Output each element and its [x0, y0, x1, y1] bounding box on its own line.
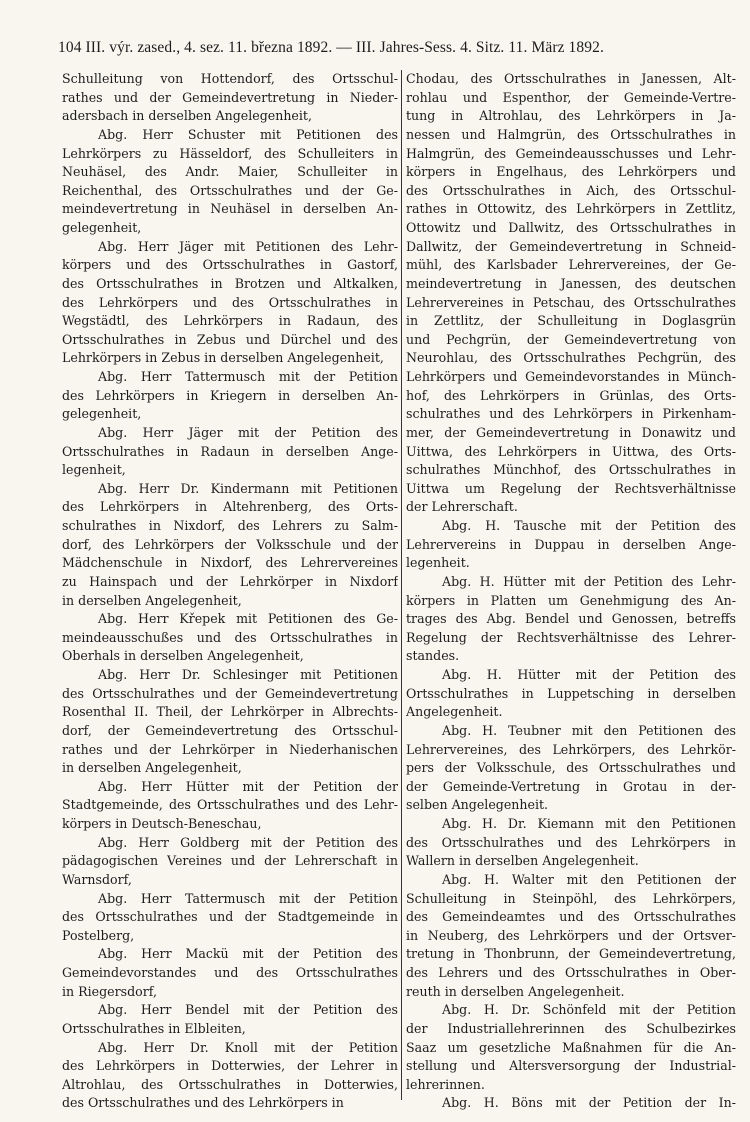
- text-line: in derselben Angelegenheit,: [62, 760, 242, 776]
- text-line: Lehrkörpers in Zebus in derselben Angelegenheit,: [62, 350, 384, 366]
- text-line: Abg. H. Hütter mit der Petition des Lehr-: [442, 573, 736, 589]
- text-line: meindevertretung in Neuhäsel in derselben An-: [62, 201, 398, 217]
- text-line: Abg. Herr Schuster mit Petitionen des: [98, 126, 398, 142]
- text-line: des Gemeindeamtes und des Ortsschulrathes: [406, 909, 736, 925]
- text-line: Reichenthal, des Ortsschulrathes und der Ge-: [62, 182, 398, 198]
- text-line: zu Hainspach und der Lehrkörper in Nixdorf: [62, 573, 398, 589]
- text-line: rathes und der Gemeindevertretung in Nieder-: [62, 89, 398, 105]
- text-line: lehrerinnen.: [406, 1076, 485, 1092]
- page-header-text: 104 III. výr. zased., 4. sez. 11. března 1892. — III. Jahres-Sess. 4. Sitz. 11. März 1892.: [58, 39, 604, 56]
- text-line: Warnsdorf,: [62, 871, 132, 887]
- text-line: Abg. Herr Křepek mit Petitionen des Ge-: [98, 611, 398, 627]
- left-column: [62, 70, 398, 1113]
- text-line: selben Angelegenheit.: [406, 797, 549, 813]
- text-line: Postelberg,: [62, 927, 135, 943]
- text-line: des Ortsschulrathes und der Stadtgemeinde in: [62, 909, 398, 925]
- text-line: pers der Volksschule, des Ortsschulrathes und: [406, 760, 736, 776]
- text-line: des Lehrkörpers und des Ortsschulrathes in: [62, 294, 398, 310]
- text-line: Wegstädtl, des Lehrkörpers in Radaun, des: [62, 313, 398, 329]
- text-line: Lehrervereines in Petschau, des Ortsschulrathes: [406, 294, 736, 310]
- text-line: Regelung der Rechtsverhältnisse des Lehrer-: [406, 629, 736, 645]
- text-line: rathes und der Lehrkörper in Niederhanischen: [62, 741, 398, 757]
- text-line: Abg. Herr Tattermusch mit der Petition: [98, 369, 398, 384]
- text-line: nessen und Halmgrün, des Ortsschulrathes in: [406, 126, 736, 142]
- text-line: hof, des Lehrkörpers in Grünlas, des Orts-: [406, 387, 736, 403]
- text-line: schulrathes in Nixdorf, des Lehrers zu Salm-: [62, 518, 398, 533]
- text-line: Mädchenschule in Nixdorf, des Lehrervereines: [62, 555, 398, 571]
- text-line: pädagogischen Vereines und der Lehrerschaft in: [62, 853, 398, 869]
- text-line: Angelegenheit.: [406, 704, 503, 720]
- text-line: Abg. H. Hütter mit der Petition des: [442, 667, 736, 682]
- text-line: des Ortsschulrathes und des Lehrkörpers in: [406, 834, 736, 850]
- text-line: des Ortsschulrathes in Aich, des Ortsschul-: [406, 182, 736, 198]
- text-line: Ortsschulrathes in Luppetsching in derselben: [406, 685, 736, 701]
- text-line: mer, der Gemeindevertretung in Donawitz und: [406, 424, 736, 440]
- text-line: der Gemeinde-Vertretung in Grotau in der-: [406, 778, 736, 794]
- text-line: Dallwitz, der Gemeindevertretung in Schneid-: [406, 238, 736, 254]
- text-line: des Lehrkörpers in Dotterwies, der Lehrer in: [62, 1058, 398, 1074]
- text-line: standes.: [406, 648, 460, 664]
- text-line: körpers und des Ortsschulrathes in Gastorf,: [62, 257, 398, 273]
- text-line: der Industriallehrerinnen des Schulbezirkes: [406, 1020, 736, 1036]
- text-line: gelegenheit,: [62, 406, 142, 422]
- text-line: Lehrervereines, des Lehrkörpers, des Lehrkör-: [406, 741, 736, 757]
- text-line: des Ortsschulrathes und der Gemeindevertretung: [62, 685, 398, 701]
- page-header: [58, 38, 740, 57]
- text-line: des Lehrkörpers in Altehrenberg, des Orts-: [62, 499, 398, 515]
- text-line: stellung und Altersversorgung der Industrial-: [406, 1058, 736, 1074]
- text-line: schulrathes Münchhof, des Ortsschulrathes in: [406, 462, 736, 478]
- text-line: adersbach in derselben Angelegenheit,: [62, 108, 312, 124]
- text-line: körpers in Engelhaus, des Lehrkörpers und: [406, 164, 736, 180]
- text-line: tretung in Thonbrunn, der Gemeindevertretung,: [406, 946, 736, 962]
- text-line: Abg. Herr Jäger mit Petitionen des Lehr-: [98, 238, 398, 254]
- text-line: Abg. Herr Mackü mit der Petition des: [98, 946, 398, 962]
- text-line: Schulleitung in Steinpöhl, des Lehrkörpers,: [406, 890, 736, 906]
- text-line: gelegenheit,: [62, 220, 142, 235]
- text-line: Oberhals in derselben Angelegenheit,: [62, 648, 304, 664]
- text-line: legenheit,: [62, 462, 126, 478]
- right-column: [406, 70, 736, 1113]
- text-line: trages des Abg. Bendel und Genossen, betreffs: [406, 611, 736, 627]
- text-line: des Ortsschulrathes in Brotzen und Altkalken,: [62, 275, 398, 291]
- text-line: Abg. H. Dr. Schönfeld mit der Petition: [442, 1002, 736, 1018]
- text-line: dorf, des Lehrkörpers der Volksschule und der: [62, 536, 398, 552]
- text-line: Abg. Herr Bendel mit der Petition des: [98, 1002, 398, 1018]
- text-line: Halmgrün, des Gemeindeausschusses und Lehr-: [406, 145, 736, 161]
- text-line: des Ortsschulrathes und des Lehrkörpers in: [62, 1095, 344, 1111]
- column-divider: [401, 70, 402, 1100]
- text-line: rohlau und Espenthor, der Gemeinde-Vertre-: [406, 89, 736, 105]
- text-line: Abg. H. Teubner mit den Petitionen des: [442, 722, 736, 738]
- text-line: Ottowitz und Dallwitz, des Ortsschulrathes in: [406, 220, 736, 235]
- text-line: Gemeindevorstandes und des Ortsschulrathes: [62, 965, 398, 980]
- text-line: des Lehrkörpers in Kriegern in derselben An-: [62, 387, 398, 403]
- text-line: Abg. Herr Dr. Schlesinger mit Petitionen: [98, 667, 398, 682]
- text-line: Ortsschulrathes in Elbleiten,: [62, 1020, 246, 1036]
- text-line: legenheit.: [406, 555, 470, 571]
- text-line: der Lehrerschaft.: [406, 499, 518, 515]
- text-line: in Zettlitz, der Schulleitung in Doglasgrün: [406, 313, 736, 329]
- text-line: dorf, der Gemeindevertretung des Ortsschul-: [62, 722, 398, 738]
- text-line: meindeausschußes und des Ortsschulrathes in: [62, 629, 398, 645]
- text-line: Stadtgemeinde, des Ortsschulrathes und des Lehr-: [62, 797, 398, 813]
- text-line: Neuhäsel, des Andr. Maier, Schulleiter in: [62, 164, 398, 180]
- text-line: Abg. Herr Hütter mit der Petition der: [98, 778, 398, 794]
- text-line: mühl, des Karlsbader Lehrervereines, der Ge-: [406, 257, 736, 273]
- text-line: körpers in Deutsch-Beneschau,: [62, 816, 262, 831]
- text-line: Abg. H. Böns mit der Petition der In-: [442, 1095, 736, 1111]
- text-line: Abg. Herr Goldberg mit der Petition des: [98, 834, 398, 850]
- text-line: Abg. H. Tausche mit der Petition des: [442, 518, 736, 533]
- text-line: Abg. Herr Dr. Kindermann mit Petitionen: [98, 480, 398, 496]
- text-line: reuth in derselben Angelegenheit.: [406, 983, 625, 999]
- text-line: Wallern in derselben Angelegenheit.: [406, 853, 639, 869]
- text-line: in derselben Angelegenheit,: [62, 592, 242, 608]
- text-line: Chodau, des Ortsschulrathes in Janessen, Alt-: [406, 71, 736, 86]
- text-line: tung in Altrohlau, des Lehrkörpers in Ja-: [406, 108, 736, 124]
- text-line: Uittwa, des Lehrkörpers in Uittwa, des Orts-: [406, 443, 736, 459]
- text-line: Abg. Herr Jäger mit der Petition des: [98, 424, 398, 440]
- text-line: Lehrervereins in Duppau in derselben Ange-: [406, 536, 736, 552]
- text-line: Abg. Herr Tattermusch mit der Petition: [98, 890, 398, 906]
- text-line: Rosenthal II. Theil, der Lehrkörper in Albrechts-: [62, 704, 398, 720]
- text-line: Abg. H. Dr. Kiemann mit den Petitionen: [442, 816, 736, 831]
- text-line: Altrohlau, des Ortsschulrathes in Dotterwies,: [62, 1076, 398, 1092]
- text-line: und Pechgrün, der Gemeindevertretung von: [406, 331, 736, 347]
- text-line: Saaz um gesetzliche Maßnahmen für die An-: [406, 1039, 736, 1055]
- text-line: Lehrkörpers und Gemeindevorstandes in Münch-: [406, 369, 736, 384]
- text-line: Neurohlau, des Ortsschulrathes Pechgrün, des: [406, 350, 736, 366]
- text-line: Ortsschulrathes in Radaun in derselben Ange-: [62, 443, 398, 459]
- text-line: rathes in Ottowitz, des Lehrkörpers in Zettlitz,: [406, 201, 736, 217]
- text-line: Uittwa um Regelung der Rechtsverhältnisse: [406, 480, 736, 496]
- text-line: in Neuberg, des Lehrkörpers und der Ortsver-: [406, 927, 736, 943]
- text-line: Ortsschulrathes in Zebus und Dürchel und des: [62, 331, 398, 347]
- text-line: des Lehrers und des Ortsschulrathes in Ober-: [406, 965, 736, 980]
- text-line: körpers in Platten um Genehmigung des An-: [406, 592, 736, 608]
- text-line: Schulleitung von Hottendorf, des Ortsschul-: [62, 71, 398, 86]
- text-line: Abg. H. Walter mit den Petitionen der: [442, 871, 736, 887]
- text-line: Lehrkörpers zu Hässeldorf, des Schulleiters in: [62, 145, 398, 161]
- text-line: Abg. Herr Dr. Knoll mit der Petition: [98, 1039, 398, 1055]
- text-line: meindevertretung in Janessen, des deutschen: [406, 275, 736, 291]
- text-line: schulrathes und des Lehrkörpers in Pirkenham-: [406, 406, 736, 422]
- text-line: in Riegersdorf,: [62, 983, 157, 999]
